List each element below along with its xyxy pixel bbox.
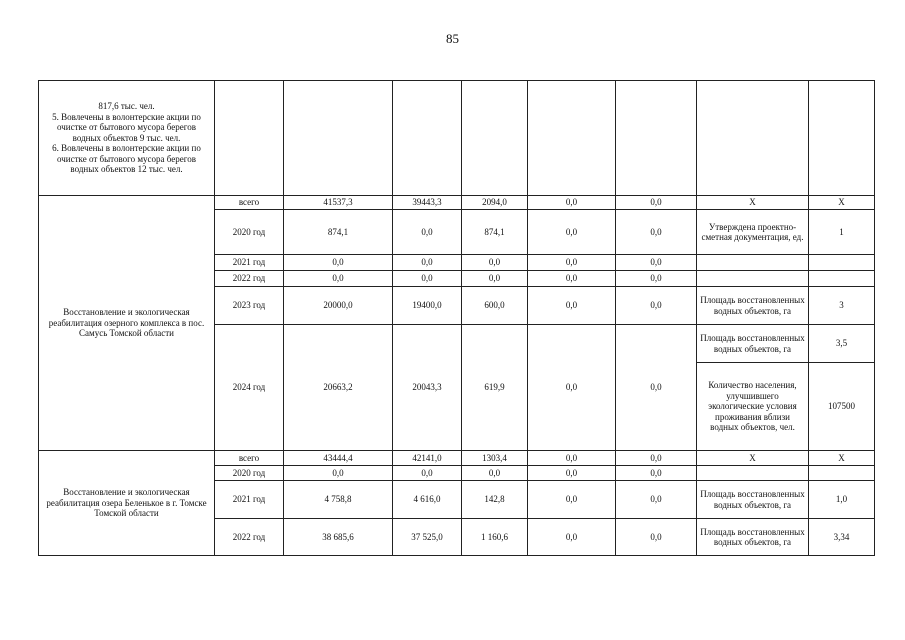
value-cell: 0,0: [528, 255, 616, 271]
value-cell: 0,0: [528, 287, 616, 325]
total-cell: 0,0: [284, 271, 393, 287]
value-cell: 0,0: [616, 255, 697, 271]
value-cell: 0,0: [616, 210, 697, 255]
value-cell: 0,0: [528, 210, 616, 255]
total-cell: 43444,4: [284, 451, 393, 466]
total-cell: 20663,2: [284, 325, 393, 451]
total-cell: 4 758,8: [284, 481, 393, 519]
value-cell: 874,1: [462, 210, 528, 255]
period-cell: 2022 год: [215, 519, 284, 556]
value-cell: 39443,3: [393, 196, 462, 210]
value-cell: 0,0: [616, 519, 697, 556]
value-cell: 1 160,6: [462, 519, 528, 556]
indicator-cell: Количество населения, улучшившего экологические условия проживания вблизи водных объектов, чел.: [697, 363, 809, 451]
indicator-value: 107500: [809, 363, 875, 451]
indicator-cell: [697, 271, 809, 287]
value-cell: 0,0: [616, 271, 697, 287]
indicator-cell: Площадь восстановленных водных объектов, га: [697, 287, 809, 325]
indicator-cell: Утверждена проектно-сметная документация, ед.: [697, 210, 809, 255]
value-cell: 600,0: [462, 287, 528, 325]
value-cell: 0,0: [393, 466, 462, 481]
total-cell: 20000,0: [284, 287, 393, 325]
indicator-cell: Х: [697, 451, 809, 466]
period-cell: всего: [215, 196, 284, 210]
period-cell: 2024 год: [215, 325, 284, 451]
indicator-cell: Площадь восстановленных водных объектов, га: [697, 519, 809, 556]
value-cell: 19400,0: [393, 287, 462, 325]
value-cell: 0,0: [528, 271, 616, 287]
value-cell: 0,0: [393, 210, 462, 255]
period-cell: всего: [215, 451, 284, 466]
value-cell: 0,0: [616, 466, 697, 481]
value-cell: 142,8: [462, 481, 528, 519]
total-cell: 41537,3: [284, 196, 393, 210]
value-cell: 42141,0: [393, 451, 462, 466]
period-cell: 2020 год: [215, 210, 284, 255]
indicator-value: Х: [809, 196, 875, 210]
value-cell: 0,0: [528, 451, 616, 466]
total-cell: 874,1: [284, 210, 393, 255]
indicator-cell: Площадь восстановленных водных объектов, га: [697, 325, 809, 363]
budget-table: [38, 80, 875, 556]
table-row: [39, 196, 875, 210]
period-cell: 2023 год: [215, 287, 284, 325]
total-cell: 0,0: [284, 466, 393, 481]
carry-over-text: 817,6 тыс. чел. 5. Вовлечены в волонтерские акции по очистке от бытового мусора берегов водных объектов 9 тыс. чел. 6. Вовлечены в волонтерские акции по очистке от бытового мусора берегов водных объектов 12 тыс. чел.: [39, 81, 215, 196]
value-cell: 0,0: [462, 255, 528, 271]
value-cell: 0,0: [528, 481, 616, 519]
value-cell: 0,0: [616, 451, 697, 466]
measure-name: Восстановление и экологическая реабилитация озера Беленькое в г. Томске Томской области: [39, 451, 215, 556]
indicator-value: 3,34: [809, 519, 875, 556]
value-cell: 0,0: [616, 325, 697, 451]
value-cell: 2094,0: [462, 196, 528, 210]
period-cell: 2021 год: [215, 481, 284, 519]
indicator-cell: [697, 255, 809, 271]
value-cell: 619,9: [462, 325, 528, 451]
indicator-value: 3: [809, 287, 875, 325]
period-cell: 2020 год: [215, 466, 284, 481]
indicator-value: 1,0: [809, 481, 875, 519]
value-cell: 0,0: [616, 481, 697, 519]
value-cell: 0,0: [528, 466, 616, 481]
total-cell: 0,0: [284, 255, 393, 271]
indicator-cell: Х: [697, 196, 809, 210]
indicator-value: [809, 255, 875, 271]
total-cell: 38 685,6: [284, 519, 393, 556]
value-cell: 20043,3: [393, 325, 462, 451]
indicator-value: 1: [809, 210, 875, 255]
indicator-value: [809, 271, 875, 287]
indicator-cell: [697, 466, 809, 481]
period-cell: 2021 год: [215, 255, 284, 271]
value-cell: 37 525,0: [393, 519, 462, 556]
value-cell: 0,0: [462, 271, 528, 287]
indicator-value: [809, 466, 875, 481]
value-cell: 0,0: [528, 325, 616, 451]
value-cell: 0,0: [462, 466, 528, 481]
indicator-value: Х: [809, 451, 875, 466]
page-number: 85: [446, 31, 459, 46]
table-row: [39, 451, 875, 466]
indicator-cell: Площадь восстановленных водных объектов, га: [697, 481, 809, 519]
value-cell: 1303,4: [462, 451, 528, 466]
value-cell: 0,0: [616, 287, 697, 325]
value-cell: 4 616,0: [393, 481, 462, 519]
period-cell: 2022 год: [215, 271, 284, 287]
value-cell: 0,0: [616, 196, 697, 210]
indicator-value: 3,5: [809, 325, 875, 363]
value-cell: 0,0: [393, 255, 462, 271]
value-cell: 0,0: [528, 196, 616, 210]
value-cell: 0,0: [393, 271, 462, 287]
table-row: [39, 81, 875, 196]
measure-name: Восстановление и экологическая реабилитация озерного комплекса в пос. Самусь Томской области: [39, 196, 215, 451]
value-cell: 0,0: [528, 519, 616, 556]
